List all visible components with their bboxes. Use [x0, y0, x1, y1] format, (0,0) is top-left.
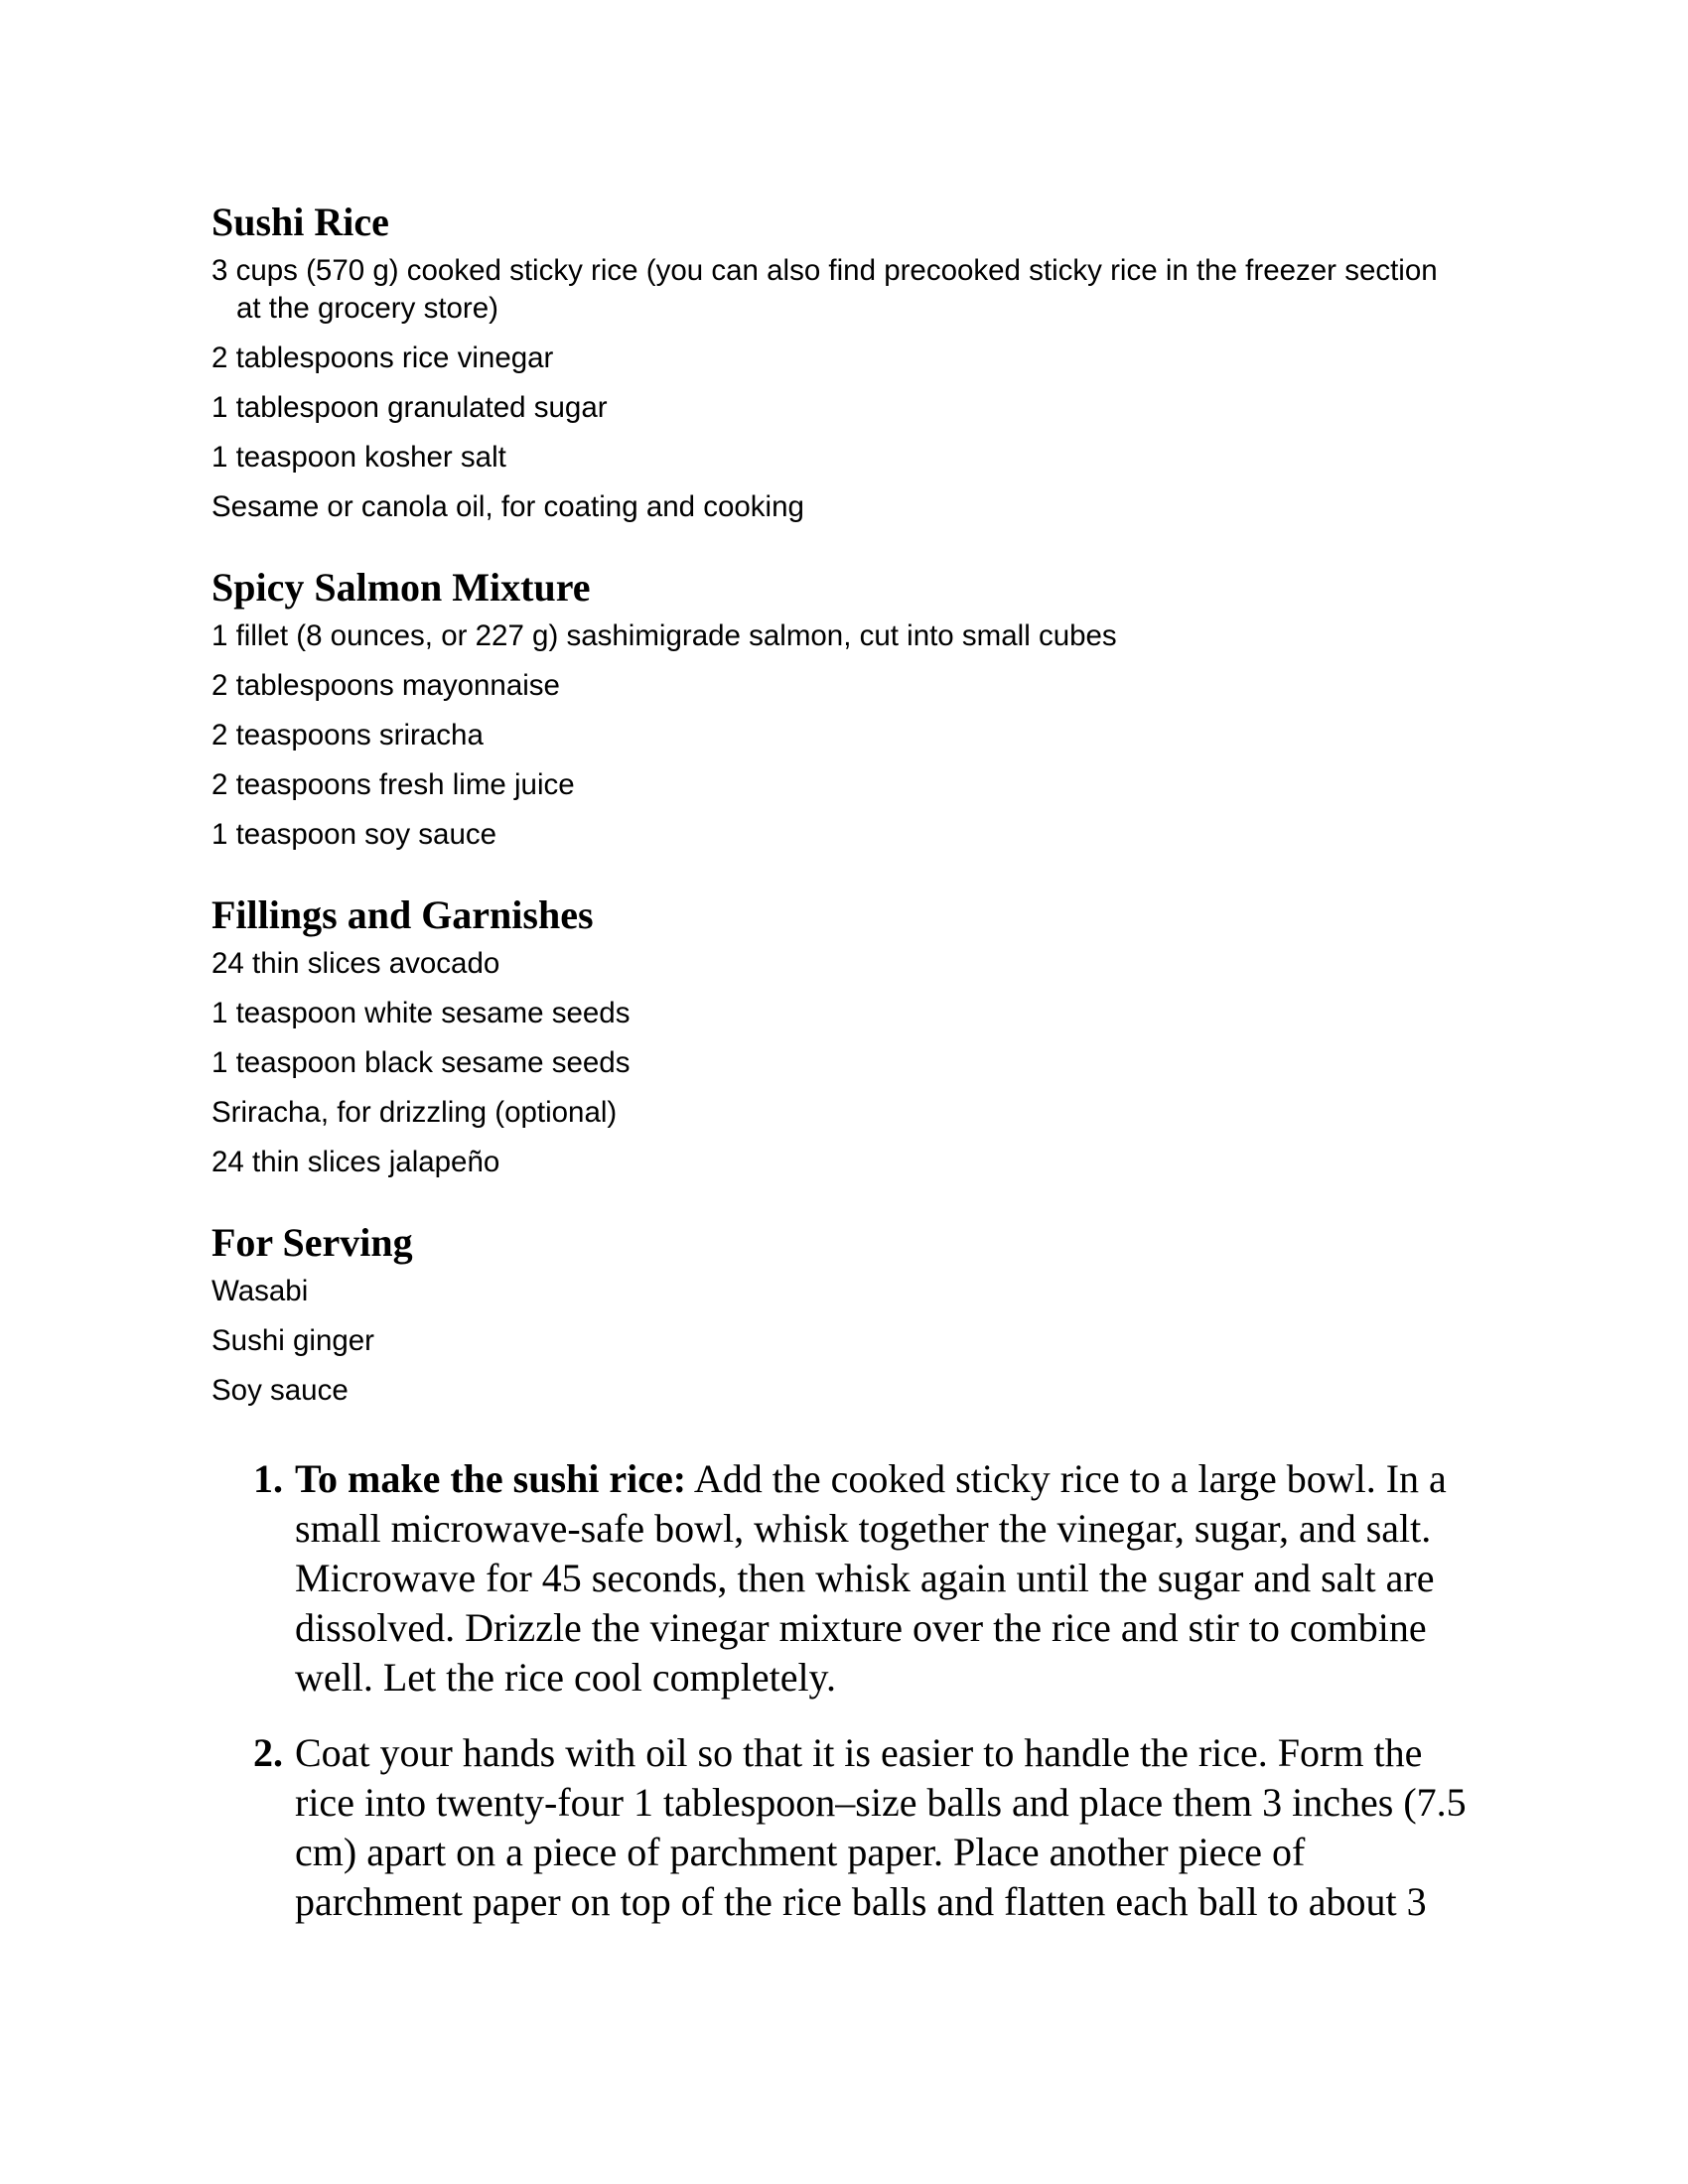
step-text — [295, 1454, 1475, 1703]
section-spicy-salmon-mixture — [211, 564, 1492, 854]
ingredient-item: 24 thin slices avocado — [211, 947, 500, 980]
ingredient-item: 1 tablespoon granulated sugar — [211, 391, 608, 424]
step-text — [295, 1728, 1475, 1927]
recipe-page — [211, 199, 1492, 1953]
section-fillings-and-garnishes — [211, 891, 1492, 1181]
ingredient-item: 2 teaspoons fresh lime juice — [211, 768, 575, 801]
instruction-step — [253, 1454, 1475, 1703]
instruction-step — [253, 1728, 1475, 1927]
ingredient-item: Sriracha, for drizzling (optional) — [211, 1096, 618, 1129]
ingredient-item: Sushi ginger — [211, 1324, 374, 1357]
section-heading: Fillings and Garnishes — [211, 892, 594, 937]
ingredient-item: Soy sauce — [211, 1374, 349, 1407]
section-heading: For Serving — [211, 1220, 413, 1265]
ingredient-item: 24 thin slices jalapeño — [211, 1146, 500, 1178]
step-number: 1. — [253, 1456, 283, 1501]
step-body: Coat your hands with oil so that it is easier to handle the rice. Form the rice into twenty-four 1 tablespoon–size balls and place them 3 inches (7.5 cm) apart on a piece of parchment paper. Place another piece of parchment paper on top of the rice balls and flatten each ball to about 3 — [295, 1730, 1467, 1924]
instructions-list — [211, 1454, 1492, 1927]
section-heading: Sushi Rice — [211, 200, 389, 244]
section-heading: Spicy Salmon Mixture — [211, 565, 591, 610]
step-lead: To make the sushi rice: — [295, 1456, 687, 1501]
ingredient-item: 1 teaspoon kosher salt — [211, 441, 506, 474]
ingredient-item: 1 fillet (8 ounces, or 227 g) sashimigrade salmon, cut into small cubes — [211, 619, 1117, 652]
section-sushi-rice — [211, 199, 1492, 526]
ingredient-item: 2 tablespoons rice vinegar — [211, 341, 554, 374]
ingredient-item: 1 teaspoon soy sauce — [211, 818, 497, 851]
step-number: 2. — [253, 1730, 283, 1775]
ingredient-item: 3 cups (570 g) cooked sticky rice (you can also find precooked sticky rice in the freezer section at the grocery store) — [211, 254, 1438, 325]
ingredient-item: 2 teaspoons sriracha — [211, 719, 484, 751]
ingredient-item: 1 teaspoon white sesame seeds — [211, 997, 631, 1029]
ingredient-item: Wasabi — [211, 1275, 309, 1307]
step-body: Add the cooked sticky rice to a large bowl. In a small microwave-safe bowl, whisk together the vinegar, sugar, and salt. Microwave for 45 seconds, then whisk again until the sugar and salt are dissolved. Drizzle the vinegar mixture over the rice and stir to combine well. Let the rice cool completely. — [295, 1456, 1447, 1700]
ingredient-item: Sesame or canola oil, for coating and cooking — [211, 490, 804, 523]
section-for-serving — [211, 1219, 1492, 1410]
ingredient-item: 2 tablespoons mayonnaise — [211, 669, 560, 702]
ingredient-item: 1 teaspoon black sesame seeds — [211, 1046, 631, 1079]
